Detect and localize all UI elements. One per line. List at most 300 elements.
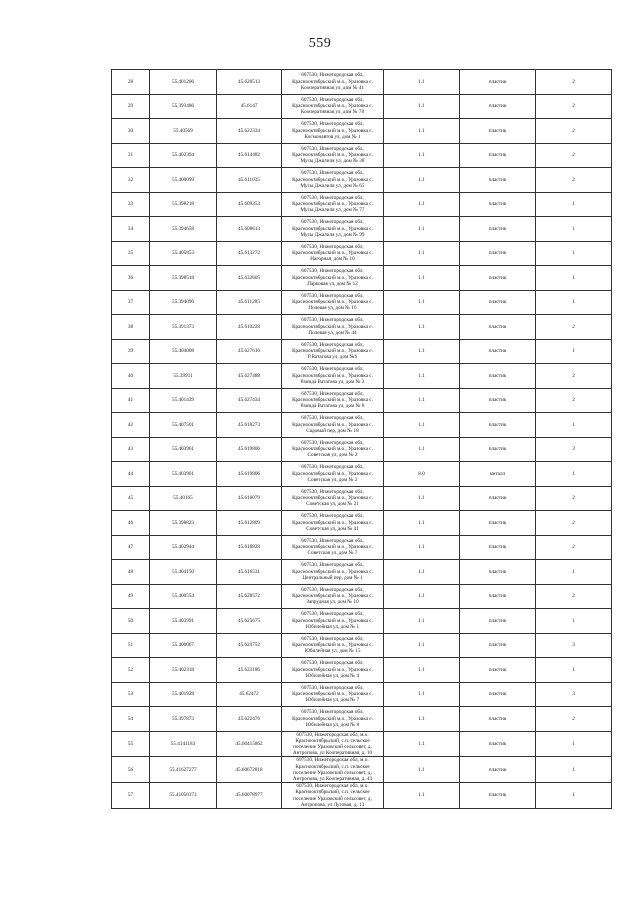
latitude-cell: 55.394658 bbox=[150, 217, 217, 242]
address-line: Юбилейная ул, дом № 1 bbox=[305, 623, 360, 630]
latitude-cell: 55.401439 bbox=[150, 388, 217, 413]
table-row bbox=[112, 560, 612, 585]
address-cell bbox=[282, 486, 384, 511]
address-line: Юбилейная ул, дом № 8 bbox=[305, 721, 360, 728]
latitude-cell: 55.404008 bbox=[150, 339, 217, 364]
longitude-cell: 45.60672818 bbox=[217, 757, 282, 783]
container-area-cell: 1.1 bbox=[384, 70, 460, 95]
row-number-cell: 48 bbox=[112, 560, 150, 585]
row-number-cell: 53 bbox=[112, 682, 150, 707]
address-cell bbox=[282, 535, 384, 560]
address-cell bbox=[282, 94, 384, 119]
address-line: поселение Уразовский сельсовет, д. bbox=[293, 795, 372, 802]
address-line: 607530, Нижегородская обл, bbox=[301, 341, 364, 348]
address-line: 607530, Нижегородская обл, bbox=[301, 72, 364, 79]
longitude-cell: 45.613272 bbox=[217, 241, 282, 266]
address-line: Краснооктябрьский м.о., Уразовка с. bbox=[292, 421, 373, 428]
container-count-cell: 3 bbox=[536, 633, 612, 658]
container-area-cell: 1.1 bbox=[384, 119, 460, 144]
address-cell bbox=[282, 217, 384, 242]
table-row bbox=[112, 266, 612, 291]
container-material-cell: металл bbox=[460, 462, 536, 487]
container-material-cell: пластик bbox=[460, 658, 536, 683]
longitude-cell: 45.628572 bbox=[217, 584, 282, 609]
address-cell bbox=[282, 388, 384, 413]
container-count-cell: 1 bbox=[536, 757, 612, 783]
address-cell bbox=[282, 511, 384, 536]
longitude-cell: 45.625675 bbox=[217, 609, 282, 634]
address-cell bbox=[282, 707, 384, 732]
row-number-cell: 34 bbox=[112, 217, 150, 242]
table-row bbox=[112, 192, 612, 217]
address-line: 607530, Нижегородская обл, bbox=[301, 660, 364, 667]
address-line: Запрудная ул, дом № 10 bbox=[306, 599, 359, 606]
latitude-cell: 55.401928 bbox=[150, 682, 217, 707]
longitude-cell: 45.6147 bbox=[217, 94, 282, 119]
address-line: Краснооктябрьский м.о., Уразовка с. bbox=[292, 152, 373, 159]
latitude-cell: 55.401206 bbox=[150, 70, 217, 95]
address-cell bbox=[282, 70, 384, 95]
address-line: Мусы Джалиля ул, дом № 99 bbox=[300, 231, 365, 238]
address-line: Кооперативная ул, дом № 41 bbox=[300, 84, 365, 91]
container-count-cell: 2 bbox=[536, 315, 612, 340]
container-count-cell: 2 bbox=[536, 388, 612, 413]
container-area-cell: 1.1 bbox=[384, 560, 460, 585]
table-row bbox=[112, 364, 612, 389]
address-cell bbox=[282, 192, 384, 217]
row-number-cell: 36 bbox=[112, 266, 150, 291]
container-material-cell: пластик bbox=[460, 511, 536, 536]
container-area-cell: 1.1 bbox=[384, 168, 460, 193]
latitude-cell: 55.403991 bbox=[150, 609, 217, 634]
address-line: Кооперативная ул, дом № 78 bbox=[300, 109, 365, 116]
address-cell bbox=[282, 315, 384, 340]
table-row bbox=[112, 707, 612, 732]
longitude-cell: 45.611285 bbox=[217, 290, 282, 315]
address-line: 607530, Нижегородская обл, bbox=[301, 415, 364, 422]
address-line: 607530, Нижегородская обл, bbox=[301, 709, 364, 716]
container-count-cell: 2 bbox=[536, 364, 612, 389]
address-line: Краснооктябрьский м.о., Уразовка с. bbox=[292, 201, 373, 208]
latitude-cell: 55.403961 bbox=[150, 437, 217, 462]
address-line: 607530, Нижегородская обл, bbox=[301, 684, 364, 691]
address-line: 607530, Нижегородская обл, bbox=[301, 121, 364, 128]
table-row bbox=[112, 339, 612, 364]
longitude-cell: 45.616531 bbox=[217, 560, 282, 585]
address-cell bbox=[282, 584, 384, 609]
row-number-cell: 44 bbox=[112, 462, 150, 487]
address-line: Полевая ул, дом № 16 bbox=[308, 305, 357, 312]
address-line: Антропова, ул Кооперативная, д. 10 bbox=[292, 750, 373, 757]
longitude-cell: 45.622476 bbox=[217, 707, 282, 732]
table-row bbox=[112, 486, 612, 511]
row-number-cell: 33 bbox=[112, 192, 150, 217]
latitude-cell: 55.40165 bbox=[150, 486, 217, 511]
longitude-cell: 45.610228 bbox=[217, 315, 282, 340]
address-line: Юбилейная ул, дом № 7 bbox=[305, 697, 360, 704]
address-cell bbox=[282, 560, 384, 585]
longitude-cell: 45.620513 bbox=[217, 70, 282, 95]
row-number-cell: 28 bbox=[112, 70, 150, 95]
longitude-cell: 45.623186 bbox=[217, 658, 282, 683]
container-count-cell: 2 bbox=[536, 511, 612, 536]
container-count-cell: 1 bbox=[536, 783, 612, 809]
address-line: Краснооктябрьский м.о., Уразовка с. bbox=[292, 544, 373, 551]
container-material-cell: пластик bbox=[460, 339, 536, 364]
latitude-cell: 55.402394 bbox=[150, 143, 217, 168]
container-material-cell: пластик bbox=[460, 290, 536, 315]
container-material-cell: пластик bbox=[460, 707, 536, 732]
address-line: 607530, Нижегородская обл, bbox=[301, 292, 364, 299]
container-material-cell: пластик bbox=[460, 609, 536, 634]
table-row bbox=[112, 315, 612, 340]
latitude-cell: 55.400554 bbox=[150, 584, 217, 609]
table-row bbox=[112, 143, 612, 168]
address-line: 607530, Нижегородская обл, bbox=[301, 611, 364, 618]
table-row bbox=[112, 783, 612, 809]
table-row bbox=[112, 217, 612, 242]
container-material-cell: пластик bbox=[460, 94, 536, 119]
longitude-cell: 45.627616 bbox=[217, 339, 282, 364]
container-area-cell: 1.1 bbox=[384, 241, 460, 266]
table-row bbox=[112, 70, 612, 95]
container-count-cell: 1 bbox=[536, 658, 612, 683]
container-area-cell: 1.1 bbox=[384, 315, 460, 340]
container-material-cell: пластик bbox=[460, 584, 536, 609]
address-cell bbox=[282, 143, 384, 168]
container-area-cell: 1.1 bbox=[384, 339, 460, 364]
longitude-cell: 45.618273 bbox=[217, 413, 282, 438]
row-number-cell: 40 bbox=[112, 364, 150, 389]
table-row bbox=[112, 462, 612, 487]
latitude-cell: 55.400067 bbox=[150, 633, 217, 658]
table-row bbox=[112, 413, 612, 438]
container-area-cell: 1.1 bbox=[384, 584, 460, 609]
table-row bbox=[112, 511, 612, 536]
address-line: 607530, Нижегородская обл, bbox=[301, 194, 364, 201]
container-count-cell: 1 bbox=[536, 413, 612, 438]
longitude-cell: 45.618828 bbox=[217, 535, 282, 560]
latitude-cell: 55.397873 bbox=[150, 707, 217, 732]
longitude-cell: 45.632605 bbox=[217, 266, 282, 291]
latitude-cell: 55.398218 bbox=[150, 192, 217, 217]
address-line: Краснооктябрьский м.о., Уразовка с. bbox=[292, 568, 373, 575]
address-cell bbox=[282, 339, 384, 364]
address-line: Советская ул, дом № 41 bbox=[306, 525, 359, 532]
row-number-cell: 41 bbox=[112, 388, 150, 413]
address-line: Краснооктябрьский м.о., Уразовка с. bbox=[292, 348, 373, 355]
container-material-cell: пластик bbox=[460, 731, 536, 757]
longitude-cell: 45.60078977 bbox=[217, 783, 282, 809]
container-count-cell: 2 bbox=[536, 707, 612, 732]
latitude-cell: 55.4141183 bbox=[150, 731, 217, 757]
container-area-cell: 1.1 bbox=[384, 413, 460, 438]
address-line: Краснооктябрьский м.о., Уразовка с. bbox=[292, 250, 373, 257]
latitude-cell: 55.393486 bbox=[150, 94, 217, 119]
address-line: 607530, Нижегородская обл, bbox=[301, 145, 364, 152]
container-area-cell: 1.1 bbox=[384, 609, 460, 634]
row-number-cell: 54 bbox=[112, 707, 150, 732]
address-line: 607530, Нижегородская обл, bbox=[301, 390, 364, 397]
latitude-cell: 55.398518 bbox=[150, 266, 217, 291]
address-line: Советская ул, дом № 2 bbox=[307, 452, 358, 459]
address-line: Садовый пер, дом № 18 bbox=[306, 427, 359, 434]
container-area-cell: 1.1 bbox=[384, 437, 460, 462]
address-cell bbox=[282, 462, 384, 487]
container-count-cell: 2 bbox=[536, 535, 612, 560]
longitude-cell: 45.616079 bbox=[217, 486, 282, 511]
address-line: Краснооктябрьский м.о., Уразовка с. bbox=[292, 323, 373, 330]
row-number-cell: 57 bbox=[112, 783, 150, 809]
address-line: 607530, Нижегородская обл, м.о. bbox=[296, 731, 369, 738]
container-area-cell: 1.1 bbox=[384, 511, 460, 536]
container-material-cell: пластик bbox=[460, 388, 536, 413]
address-line: Краснооктябрьский м.о., Уразовка с. bbox=[292, 617, 373, 624]
address-line: Мусы Джалиля ул, дом № 65 bbox=[300, 182, 365, 189]
longitude-cell: 45.622334 bbox=[217, 119, 282, 144]
container-area-cell: 1.1 bbox=[384, 731, 460, 757]
page-number: 559 bbox=[308, 36, 332, 51]
container-material-cell: пластик bbox=[460, 192, 536, 217]
address-line: Краснооктябрьский м.о., Уразовка с. bbox=[292, 642, 373, 649]
container-area-cell: 1.1 bbox=[384, 757, 460, 783]
address-line: Краснооктябрьский м.о., Уразовка с. bbox=[292, 225, 373, 232]
address-line: 607530, Нижегородская обл, bbox=[301, 219, 364, 226]
address-cell bbox=[282, 168, 384, 193]
address-line: 607530, Нижегородская обл, bbox=[301, 366, 364, 373]
longitude-cell: 45.608613 bbox=[217, 217, 282, 242]
address-line: Краснооктябрьский, с.п. сельское bbox=[295, 789, 370, 796]
address-cell bbox=[282, 783, 384, 809]
row-number-cell: 49 bbox=[112, 584, 150, 609]
container-count-cell: 3 bbox=[536, 437, 612, 462]
address-line: Раиида Ватагова ул, дом № 8 bbox=[300, 403, 365, 410]
row-number-cell: 45 bbox=[112, 486, 150, 511]
address-line: Краснооктябрьский м.о., Уразовка с. bbox=[292, 691, 373, 698]
container-area-cell: 8.0 bbox=[384, 462, 460, 487]
latitude-cell: 55.402318 bbox=[150, 658, 217, 683]
table-row bbox=[112, 757, 612, 783]
container-count-cell: 2 bbox=[536, 486, 612, 511]
longitude-cell: 45.614482 bbox=[217, 143, 282, 168]
container-area-cell: 1.1 bbox=[384, 707, 460, 732]
address-line: Краснооктябрьский м.о., Уразовка с. bbox=[292, 666, 373, 673]
longitude-cell: 45.609353 bbox=[217, 192, 282, 217]
address-cell bbox=[282, 119, 384, 144]
container-area-cell: 1.1 bbox=[384, 783, 460, 809]
container-area-cell: 1.1 bbox=[384, 192, 460, 217]
row-number-cell: 32 bbox=[112, 168, 150, 193]
latitude-cell: 55.404150 bbox=[150, 560, 217, 585]
container-area-cell: 1.1 bbox=[384, 266, 460, 291]
longitude-cell: 45.619806 bbox=[217, 462, 282, 487]
container-count-cell: 1 bbox=[536, 192, 612, 217]
container-count-cell: 2 bbox=[536, 584, 612, 609]
address-line: поселение Уразовский сельсовет, д. bbox=[293, 743, 372, 750]
latitude-cell: 55.391373 bbox=[150, 315, 217, 340]
address-line: Краснооктябрьский м.о., Уразовка с. bbox=[292, 372, 373, 379]
address-line: Краснооктябрьский м.о., Уразовка с. bbox=[292, 127, 373, 134]
address-line: Краснооктябрьский м.о., Уразовка с. bbox=[292, 495, 373, 502]
row-number-cell: 35 bbox=[112, 241, 150, 266]
address-line: 607530, Нижегородская обл, bbox=[301, 513, 364, 520]
container-area-cell: 1.1 bbox=[384, 290, 460, 315]
address-line: Краснооктябрьский м.о., Уразовка с. bbox=[292, 519, 373, 526]
address-line: Краснооктябрьский, с.п. сельское bbox=[295, 763, 370, 770]
longitude-cell: 45.611035 bbox=[217, 168, 282, 193]
address-line: Юбилейная ул, дом № 15 bbox=[304, 648, 361, 655]
container-area-cell: 1.1 bbox=[384, 682, 460, 707]
address-line: Краснооктябрьский м.о., Уразовка с. bbox=[292, 715, 373, 722]
longitude-cell: 45.624752 bbox=[217, 633, 282, 658]
container-count-cell: 2 bbox=[536, 94, 612, 119]
latitude-cell: 55.40569 bbox=[150, 119, 217, 144]
container-count-cell: 1 bbox=[536, 241, 612, 266]
row-number-cell: 55 bbox=[112, 731, 150, 757]
address-line: Парковая ул, дом № 12 bbox=[307, 280, 358, 287]
longitude-cell: 45.612809 bbox=[217, 511, 282, 536]
container-count-cell: 2 bbox=[536, 70, 612, 95]
address-line: Юбилейная ул, дом № 4 bbox=[305, 672, 360, 679]
row-number-cell: 37 bbox=[112, 290, 150, 315]
table-row bbox=[112, 609, 612, 634]
row-number-cell: 29 bbox=[112, 94, 150, 119]
container-material-cell: пластик bbox=[460, 560, 536, 585]
table-row bbox=[112, 682, 612, 707]
address-line: Краснооктябрьский м.о., Уразовка с. bbox=[292, 397, 373, 404]
row-number-cell: 47 bbox=[112, 535, 150, 560]
address-line: Краснооктябрьский м.о., Уразовка с. bbox=[292, 78, 373, 85]
table-row bbox=[112, 658, 612, 683]
longitude-cell: 45.627488 bbox=[217, 364, 282, 389]
latitude-cell: 55.400099 bbox=[150, 168, 217, 193]
address-line: Краснооктябрьский м.о., Уразовка с. bbox=[292, 176, 373, 183]
address-line: Антропова, ул Кооперативная, д. 43 bbox=[292, 775, 373, 782]
address-cell bbox=[282, 731, 384, 757]
address-line: 607530, Нижегородская обл, bbox=[301, 635, 364, 642]
container-area-cell: 1.1 bbox=[384, 388, 460, 413]
address-line: Нагорная, дом № 10 bbox=[310, 256, 355, 263]
table-row bbox=[112, 633, 612, 658]
container-count-cell: 1 bbox=[536, 290, 612, 315]
address-line: Краснооктябрьский м.о., Уразовка с. bbox=[292, 274, 373, 281]
container-count-cell: 1 bbox=[536, 560, 612, 585]
address-line: 607530, Нижегородская обл, bbox=[301, 586, 364, 593]
address-line: 607530, Нижегородская обл, bbox=[301, 537, 364, 544]
row-number-cell: 46 bbox=[112, 511, 150, 536]
container-count-cell: 1 bbox=[536, 462, 612, 487]
row-number-cell: 38 bbox=[112, 315, 150, 340]
latitude-cell: 55.407501 bbox=[150, 413, 217, 438]
latitude-cell: 55.394096 bbox=[150, 290, 217, 315]
address-line: 607530, Нижегородская обл, м.о. bbox=[296, 783, 369, 790]
latitude-cell: 55.403961 bbox=[150, 462, 217, 487]
container-material-cell: пластик bbox=[460, 757, 536, 783]
container-material-cell: пластик bbox=[460, 119, 536, 144]
address-line: Р.Ватагова ул, дом №6 bbox=[307, 354, 358, 361]
address-cell bbox=[282, 364, 384, 389]
container-area-cell: 1.1 bbox=[384, 658, 460, 683]
latitude-cell: 55.398823 bbox=[150, 511, 217, 536]
row-number-cell: 43 bbox=[112, 437, 150, 462]
table-row bbox=[112, 584, 612, 609]
container-area-cell: 1.1 bbox=[384, 143, 460, 168]
container-count-cell: 2 bbox=[536, 168, 612, 193]
container-material-cell: пластик bbox=[460, 437, 536, 462]
row-number-cell: 30 bbox=[112, 119, 150, 144]
address-cell bbox=[282, 437, 384, 462]
address-line: Раиида Ватагова ул, дом № 2 bbox=[300, 378, 365, 385]
table-row bbox=[112, 241, 612, 266]
address-cell bbox=[282, 633, 384, 658]
address-line: 607530, Нижегородская обл, bbox=[301, 170, 364, 177]
row-number-cell: 56 bbox=[112, 757, 150, 783]
row-number-cell: 50 bbox=[112, 609, 150, 634]
row-number-cell: 42 bbox=[112, 413, 150, 438]
address-line: Советская ул, дом № 2 bbox=[307, 476, 358, 483]
table-row bbox=[112, 94, 612, 119]
address-line: 607530, Нижегородская обл, bbox=[301, 488, 364, 495]
address-line: 607530, Нижегородская обл, bbox=[301, 268, 364, 275]
container-material-cell: пластик bbox=[460, 413, 536, 438]
address-cell bbox=[282, 609, 384, 634]
container-material-cell: пластик bbox=[460, 241, 536, 266]
address-line: 607530, Нижегородская обл, bbox=[301, 439, 364, 446]
address-line: поселение Уразовский сельсовет, д. bbox=[293, 769, 372, 776]
row-number-cell: 39 bbox=[112, 339, 150, 364]
container-count-cell: 1 bbox=[536, 609, 612, 634]
container-material-cell: пластик bbox=[460, 315, 536, 340]
container-area-cell: 1.1 bbox=[384, 535, 460, 560]
container-count-cell: 1 bbox=[536, 339, 612, 364]
address-line: Советская ул, дом № 21 bbox=[306, 501, 359, 508]
container-count-cell: 1 bbox=[536, 731, 612, 757]
address-line: Полевая ул, дом № 44 bbox=[308, 329, 357, 336]
row-number-cell: 52 bbox=[112, 658, 150, 683]
address-cell bbox=[282, 658, 384, 683]
container-material-cell: пластик bbox=[460, 633, 536, 658]
address-line: 607530, Нижегородская обл, м.о. bbox=[296, 757, 369, 764]
address-line: Краснооктябрьский, с.п. сельское bbox=[295, 737, 370, 744]
container-area-cell: 1.1 bbox=[384, 364, 460, 389]
table-row bbox=[112, 437, 612, 462]
address-line: 607530, Нижегородская обл, bbox=[301, 562, 364, 569]
address-line: Краснооктябрьский м.о., Уразовка с. bbox=[292, 470, 373, 477]
container-count-cell: 1 bbox=[536, 217, 612, 242]
table-row bbox=[112, 119, 612, 144]
longitude-cell: 45.60415862 bbox=[217, 731, 282, 757]
container-material-cell: пластик bbox=[460, 535, 536, 560]
address-line: 607530, Нижегородская обл, bbox=[301, 464, 364, 471]
container-count-cell: 1 bbox=[536, 266, 612, 291]
address-line: Антропова, ул Луговая, д. 13 bbox=[300, 801, 365, 808]
longitude-cell: 45.619806 bbox=[217, 437, 282, 462]
container-material-cell: пластик bbox=[460, 486, 536, 511]
longitude-cell: 45.62472 bbox=[217, 682, 282, 707]
container-area-cell: 1.1 bbox=[384, 217, 460, 242]
address-cell bbox=[282, 266, 384, 291]
table-row bbox=[112, 388, 612, 413]
address-line: Мусы Джалиля ул, дом № 38 bbox=[300, 158, 365, 165]
container-count-cell: 3 bbox=[536, 682, 612, 707]
address-cell bbox=[282, 413, 384, 438]
latitude-cell: 55.41627277 bbox=[150, 757, 217, 783]
row-number-cell: 51 bbox=[112, 633, 150, 658]
row-number-cell: 31 bbox=[112, 143, 150, 168]
address-line: 607530, Нижегородская обл, bbox=[301, 96, 364, 103]
table-body bbox=[112, 70, 612, 809]
container-count-cell: 2 bbox=[536, 119, 612, 144]
